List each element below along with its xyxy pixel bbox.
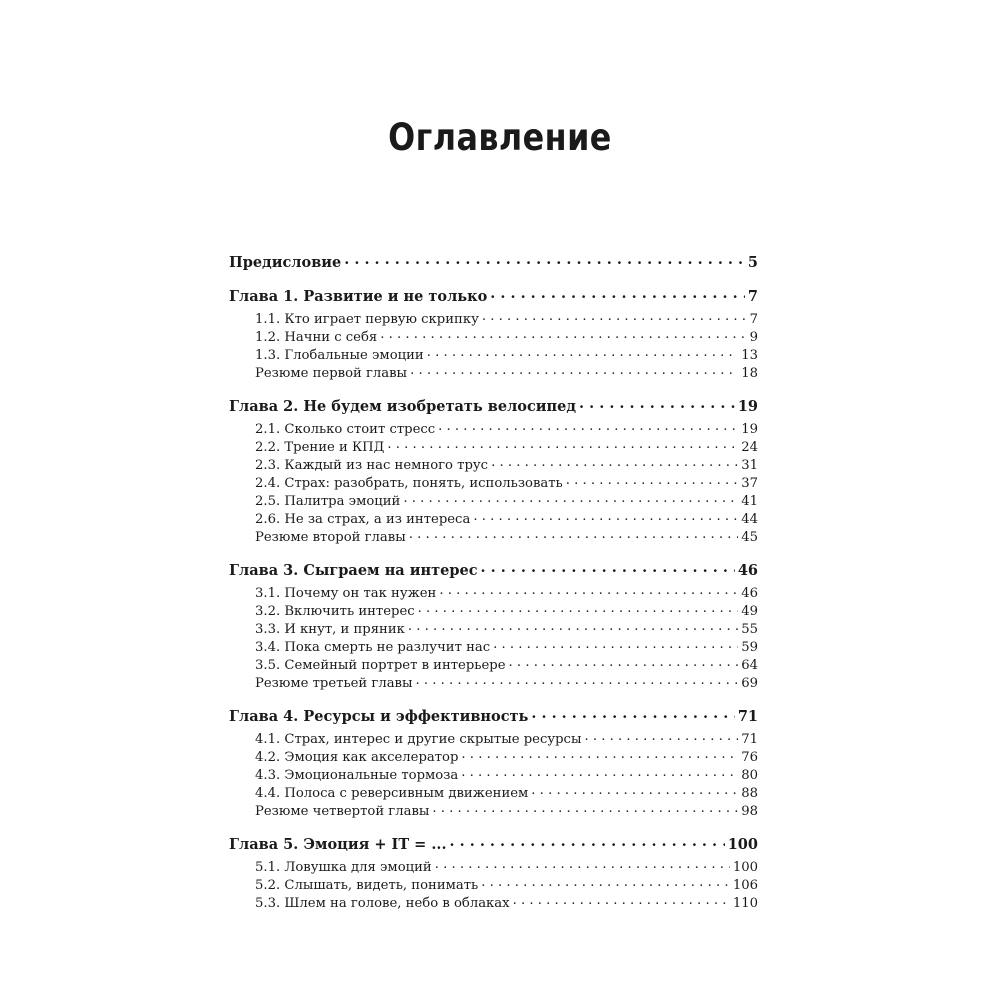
toc-entry-label: 2.5. Палитра эмоций <box>255 494 401 510</box>
toc-subsection[interactable] <box>229 420 758 438</box>
dot-leader <box>531 706 734 721</box>
toc-entry-page: 110 <box>732 896 758 912</box>
toc-chapter-heading[interactable] <box>229 286 758 306</box>
toc-subsection[interactable] <box>229 584 758 602</box>
toc-entry-label: Резюме первой главы <box>255 366 408 382</box>
toc-subsection[interactable] <box>229 784 758 802</box>
toc-entry-page: 46 <box>737 561 758 579</box>
toc-entry-label: 3.1. Почему он так нужен <box>255 586 437 602</box>
toc-entry-label: 1.3. Глобальные эмоции <box>255 348 424 364</box>
dot-leader <box>481 876 730 889</box>
table-of-contents <box>229 252 758 926</box>
toc-subsection[interactable] <box>229 876 758 894</box>
toc-entry-page: 7 <box>749 312 758 328</box>
toc-entry-label: 5.3. Шлем на голове, небо в облаках <box>255 896 510 912</box>
toc-entry-label: Резюме второй главы <box>255 530 406 546</box>
toc-subsection[interactable] <box>229 858 758 876</box>
toc-subsection[interactable] <box>229 528 758 546</box>
toc-entry-page: 44 <box>741 512 758 528</box>
toc-entry-label: 3.4. Пока смерть не разлучит нас <box>255 640 491 656</box>
toc-subsection[interactable] <box>229 328 758 346</box>
toc-entry-label: 3.3. И кнут, и пряник <box>255 622 405 638</box>
toc-entry-page: 7 <box>747 287 758 305</box>
dot-leader <box>344 252 745 267</box>
toc-entry-page: 13 <box>741 348 758 364</box>
dot-leader <box>438 420 738 433</box>
dot-leader <box>566 474 739 487</box>
toc-entry-page: 31 <box>741 458 758 474</box>
dot-leader <box>418 602 739 615</box>
toc-subsection[interactable] <box>229 748 758 766</box>
toc-entry-page: 19 <box>741 422 758 438</box>
toc-chapter-heading[interactable] <box>229 560 758 580</box>
dot-leader <box>481 560 735 575</box>
toc-chapter-heading[interactable] <box>229 834 758 854</box>
toc-entry-label: Резюме четвертой главы <box>255 804 430 820</box>
toc-entry-page: 37 <box>741 476 758 492</box>
dot-leader <box>427 346 739 359</box>
dot-leader <box>450 834 725 849</box>
toc-entry-page: 64 <box>741 658 758 674</box>
toc-entry-page: 9 <box>749 330 758 346</box>
toc-entry-preface[interactable] <box>229 252 758 272</box>
dot-leader <box>409 528 739 541</box>
toc-entry-label: Глава 3. Сыграем на интерес <box>229 561 478 579</box>
toc-entry-label: 1.2. Начни с себя <box>255 330 378 346</box>
dot-leader <box>509 656 739 669</box>
dot-leader <box>415 674 738 687</box>
toc-entry-page: 49 <box>741 604 758 620</box>
toc-entry-label: 2.4. Страх: разобрать, понять, использовать <box>255 476 563 492</box>
toc-entry-page: 106 <box>732 878 758 894</box>
toc-entry-page: 5 <box>747 253 758 271</box>
toc-entry-label: Резюме третьей главы <box>255 676 413 692</box>
toc-entry-page: 45 <box>741 530 758 546</box>
toc-entry-page: 46 <box>741 586 758 602</box>
dot-leader <box>403 492 738 505</box>
toc-entry-label: 4.4. Полоса с реверсивным движением <box>255 786 529 802</box>
toc-subsection[interactable] <box>229 802 758 820</box>
toc-chapters <box>229 286 758 912</box>
toc-chapter-section <box>229 286 758 382</box>
toc-entry-page: 100 <box>732 860 758 876</box>
toc-subsection[interactable] <box>229 894 758 912</box>
toc-subsection[interactable] <box>229 456 758 474</box>
toc-entry-label: 2.3. Каждый из нас немного трус <box>255 458 489 474</box>
dot-leader <box>482 310 747 323</box>
toc-entry-page: 100 <box>727 835 758 853</box>
toc-entry-label: Предисловие <box>229 253 342 271</box>
toc-entry-label: 5.1. Ловушка для эмоций <box>255 860 432 876</box>
toc-entry-page: 41 <box>741 494 758 510</box>
dot-leader <box>408 620 738 633</box>
toc-entry-page: 24 <box>741 440 758 456</box>
toc-entry-label: Глава 4. Ресурсы и эффективность <box>229 707 529 725</box>
toc-subsection[interactable] <box>229 438 758 456</box>
dot-leader <box>490 286 745 301</box>
toc-entry-page: 19 <box>737 397 758 415</box>
toc-subsection[interactable] <box>229 766 758 784</box>
toc-chapter-section <box>229 834 758 912</box>
toc-entry-label: 2.6. Не за страх, а из интереса <box>255 512 471 528</box>
dot-leader <box>579 396 735 411</box>
toc-subsection[interactable] <box>229 674 758 692</box>
toc-entry-label: Глава 2. Не будем изобретать велосипед <box>229 397 577 415</box>
dot-leader <box>461 748 738 761</box>
toc-entry-page: 59 <box>741 640 758 656</box>
dot-leader <box>584 730 738 743</box>
toc-entry-page: 98 <box>741 804 758 820</box>
toc-chapter-heading[interactable] <box>229 706 758 726</box>
toc-entry-page: 71 <box>741 732 758 748</box>
dot-leader <box>387 438 738 451</box>
dot-leader <box>491 456 738 469</box>
toc-subsection[interactable] <box>229 602 758 620</box>
toc-entry-label: 2.1. Сколько стоит стресс <box>255 422 436 438</box>
toc-subsection[interactable] <box>229 310 758 328</box>
toc-entry-page: 69 <box>741 676 758 692</box>
toc-subsection[interactable] <box>229 474 758 492</box>
toc-subsection[interactable] <box>229 638 758 656</box>
toc-entry-page: 55 <box>741 622 758 638</box>
toc-entry-label: 3.2. Включить интерес <box>255 604 415 620</box>
toc-preface-section <box>229 252 758 272</box>
dot-leader <box>461 766 738 779</box>
dot-leader <box>493 638 738 651</box>
toc-entry-page: 71 <box>737 707 758 725</box>
toc-entry-page: 18 <box>741 366 758 382</box>
toc-entry-page: 88 <box>741 786 758 802</box>
toc-subsection[interactable] <box>229 346 758 364</box>
toc-chapter-section <box>229 706 758 820</box>
toc-subsection[interactable] <box>229 730 758 748</box>
toc-entry-label: 5.2. Слышать, видеть, понимать <box>255 878 479 894</box>
dot-leader <box>380 328 746 341</box>
dot-leader <box>432 802 738 815</box>
toc-subsection[interactable] <box>229 364 758 382</box>
toc-subsection[interactable] <box>229 656 758 674</box>
toc-entry-label: Глава 5. Эмоция + IT = ... <box>229 835 447 853</box>
toc-chapter-section <box>229 396 758 546</box>
dot-leader <box>439 584 738 597</box>
dot-leader <box>473 510 738 523</box>
toc-entry-label: 3.5. Семейный портрет в интерьере <box>255 658 506 674</box>
toc-entry-label: 1.1. Кто играет первую скрипку <box>255 312 479 328</box>
dot-leader <box>531 784 738 797</box>
toc-entry-label: 2.2. Трение и КПД <box>255 440 385 456</box>
dot-leader <box>513 894 730 907</box>
toc-entry-label: Глава 1. Развитие и не только <box>229 287 488 305</box>
toc-entry-label: 4.3. Эмоциональные тормоза <box>255 768 459 784</box>
dot-leader <box>410 364 738 377</box>
toc-chapter-heading[interactable] <box>229 396 758 416</box>
toc-chapter-section <box>229 560 758 692</box>
toc-entry-page: 76 <box>741 750 758 766</box>
page-title: Оглавление <box>388 116 612 159</box>
toc-entry-page: 80 <box>741 768 758 784</box>
toc-entry-label: 4.1. Страх, интерес и другие скрытые ресурсы <box>255 732 582 748</box>
toc-subsection[interactable] <box>229 620 758 638</box>
dot-leader <box>435 858 730 871</box>
toc-entry-label: 4.2. Эмоция как акселератор <box>255 750 459 766</box>
toc-subsection[interactable] <box>229 510 758 528</box>
toc-subsection[interactable] <box>229 492 758 510</box>
